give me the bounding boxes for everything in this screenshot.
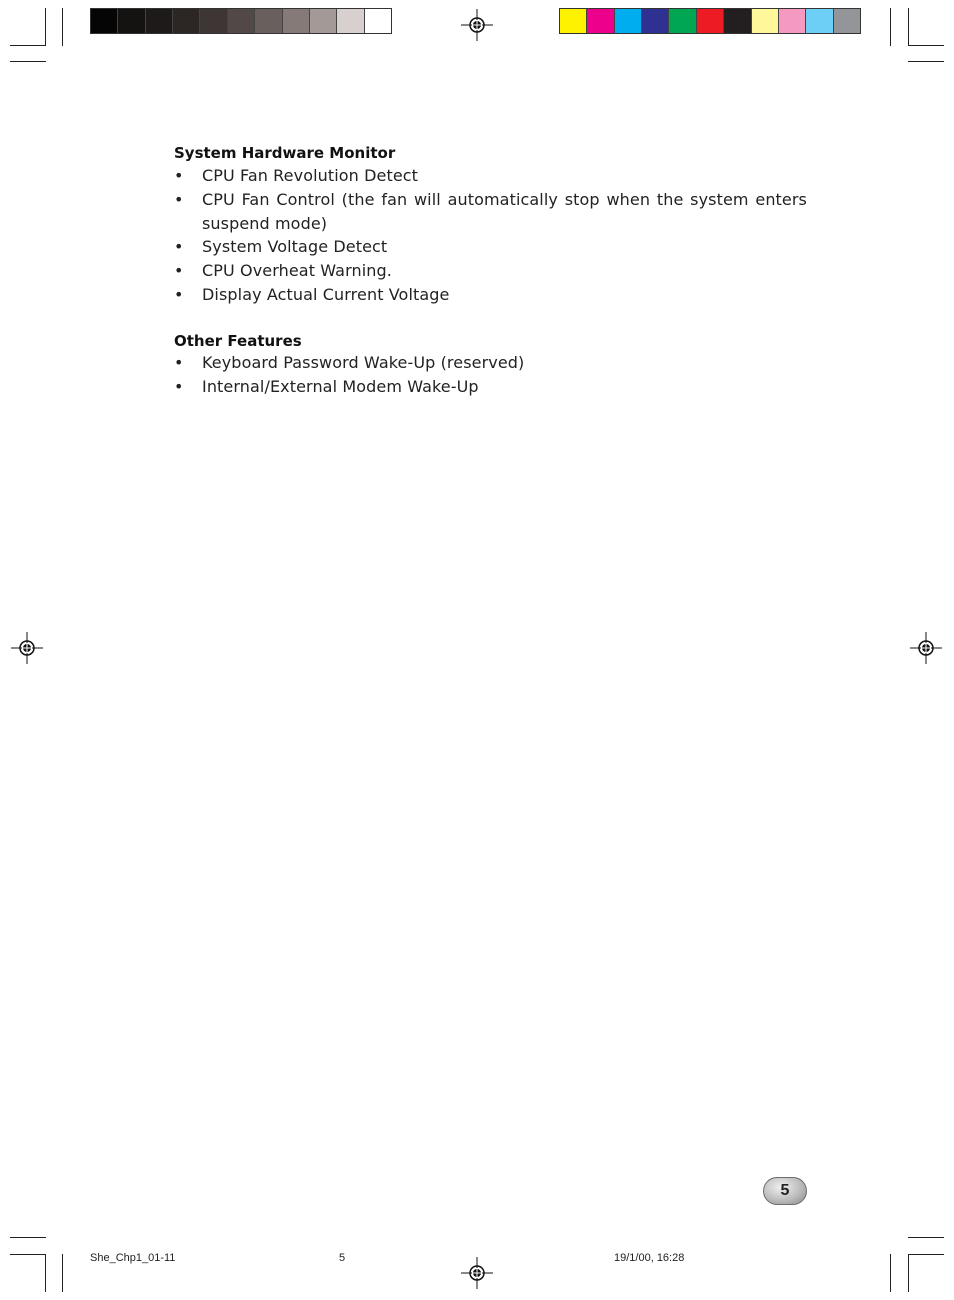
bullet: • <box>174 285 184 304</box>
grayscale-swatch <box>200 9 227 33</box>
list-item-text: Display Actual Current Voltage <box>202 285 450 304</box>
process-color-swatch <box>642 9 669 33</box>
list-item <box>174 375 807 399</box>
section-title-hardware-monitor: System Hardware Monitor <box>174 144 396 162</box>
grayscale-swatch <box>255 9 282 33</box>
bullet: • <box>174 166 184 185</box>
list-item <box>174 188 807 236</box>
grayscale-swatch <box>118 9 145 33</box>
page-number-badge: 5 <box>763 1177 807 1205</box>
list-item-text: CPU Fan Revolution Detect <box>202 166 419 185</box>
grayscale-swatch <box>283 9 310 33</box>
crop-mark <box>10 1254 46 1255</box>
crop-mark <box>10 45 46 46</box>
list-item-text: System Voltage Detect <box>202 237 388 256</box>
crop-mark <box>890 1254 891 1292</box>
registration-mark-icon <box>461 1257 493 1289</box>
list-item <box>174 351 807 375</box>
list-item <box>174 259 807 283</box>
section-title-other-features: Other Features <box>174 332 302 350</box>
slug-page: 5 <box>339 1252 346 1264</box>
list-item <box>174 235 807 259</box>
crop-mark <box>908 1237 944 1238</box>
crop-mark <box>908 61 944 62</box>
crop-mark <box>45 8 46 46</box>
registration-mark-icon <box>910 632 942 664</box>
crop-mark <box>62 1254 63 1292</box>
crop-mark <box>908 8 909 46</box>
list-item-text: Internal/External Modem Wake-Up <box>202 377 479 396</box>
process-color-swatch <box>560 9 587 33</box>
process-color-swatch <box>669 9 696 33</box>
process-color-swatch <box>752 9 779 33</box>
crop-mark <box>10 61 46 62</box>
process-color-swatch <box>697 9 724 33</box>
process-color-swatch <box>587 9 614 33</box>
process-color-swatch <box>779 9 806 33</box>
grayscale-swatch <box>310 9 337 33</box>
slug-datetime: 19/1/00, 16:28 <box>614 1252 685 1264</box>
list-item <box>174 164 807 188</box>
crop-mark <box>10 1237 46 1238</box>
grayscale-swatch <box>228 9 255 33</box>
bullet: • <box>174 190 184 209</box>
grayscale-color-bar <box>90 8 392 34</box>
bullet: • <box>174 261 184 280</box>
slug-filename: She_Chp1_01-11 <box>90 1252 176 1264</box>
crop-mark <box>908 45 944 46</box>
grayscale-swatch <box>146 9 173 33</box>
crop-mark <box>62 8 63 46</box>
registration-mark-icon <box>461 9 493 41</box>
bullet: • <box>174 377 184 396</box>
bullet: • <box>174 237 184 256</box>
process-color-swatch <box>806 9 833 33</box>
crop-mark <box>890 8 891 46</box>
grayscale-swatch <box>91 9 118 33</box>
grayscale-swatch <box>337 9 364 33</box>
process-color-swatch <box>834 9 860 33</box>
grayscale-swatch <box>173 9 200 33</box>
process-color-bar <box>559 8 861 34</box>
registration-mark-icon <box>11 632 43 664</box>
grayscale-swatch <box>365 9 391 33</box>
list-item <box>174 283 807 307</box>
crop-mark <box>908 1254 909 1292</box>
crop-mark <box>45 1254 46 1292</box>
list-item-text: CPU Overheat Warning. <box>202 261 392 280</box>
bullet: • <box>174 353 184 372</box>
crop-mark <box>908 1254 944 1255</box>
process-color-swatch <box>724 9 751 33</box>
list-item-text: Keyboard Password Wake-Up (reserved) <box>202 353 525 372</box>
process-color-swatch <box>615 9 642 33</box>
list-item-text: CPU Fan Control (the fan will automatically stop when the system enters suspend mode) <box>202 190 807 233</box>
